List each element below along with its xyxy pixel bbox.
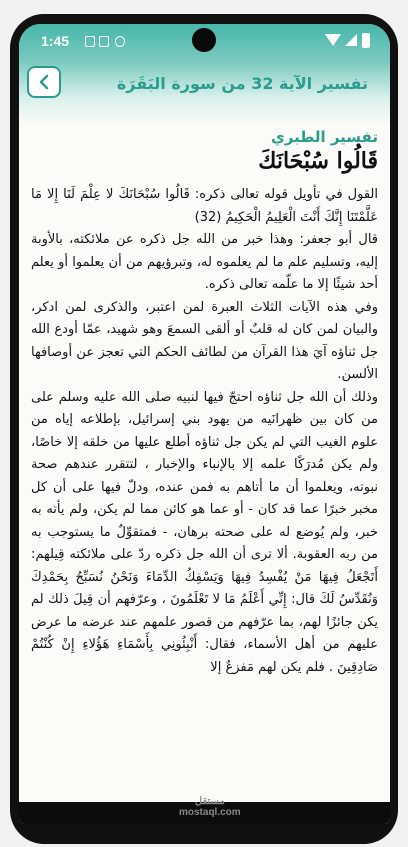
app-notification-icon xyxy=(115,36,125,47)
page-title: تفسير الآية 32 من سورة البَقَرَة xyxy=(116,74,368,93)
chevron-left-icon xyxy=(37,74,51,90)
signal-icon xyxy=(345,34,357,46)
watermark-brand: مستقل xyxy=(194,796,225,807)
tafsir-paragraph: وفي هذه الآيات الثلاث العبرة لمن اعتبر، والذكرى لمن ادكر، والبيان لمن كان له قلبٌ أو ألقى السمعَ وهو شهيد، عمّا أودع الله جل ثناؤه آيَ هذا القرآن من لطائف الحكم التي تعجز عن أوصافها الألسن. xyxy=(31,299,378,382)
status-bar xyxy=(19,24,390,60)
tafsir-content xyxy=(19,126,390,679)
battery-icon xyxy=(362,33,370,48)
status-time: 1:45 xyxy=(41,33,70,49)
app-header xyxy=(19,24,390,124)
back-button[interactable] xyxy=(27,66,61,98)
notification-icon xyxy=(85,36,95,47)
tafsir-paragraph: قال أبو جعفر: وهذا خبر من الله جل ذكره عن ملائكته، بالأوبة إليه، وتسليم علم ما لم يعلموه له، وتبرؤيهم من أن يعلموا أو يعلم أحد شيئًا إلا ما علّمه تعالى ذكره. xyxy=(31,232,378,292)
app-screen xyxy=(19,24,390,824)
watermark-domain: mostaql.com xyxy=(179,807,241,818)
tafsir-source-title: تفسير الطبري xyxy=(271,128,378,146)
front-camera xyxy=(192,28,216,52)
wifi-icon xyxy=(325,34,341,46)
watermark xyxy=(179,796,241,818)
tafsir-paragraph: وذلك أن الله جل ثناؤه احتجّ فيها لنبيه صلى الله عليه وسلم على من كان بين ظهرانَيه من يهود بني إسرائيل، بإطلاعه إياه من علوم الغيب التي لم يكن جل ثناؤه أطلع عليها من خلقه إلا خاصًا، ولم يكن مُدرَكًا علمه إلا بالإنباء والإخبار ، لتتقرر عندهم صحة نبوته، ويعلموا أن ما أتاهم به فمن عنده، ودلّ فيها على أن كل مخبر خبرًا عما قد كان - أو عما هو كائن مما لم يكن، ولم يأته به خبر، ولم يُوضع له على صحته برهان، - فمتقوِّلٌ ما يستوجب به من ربه العقوبة. ألا ترى أن الله جل ذكره ردّ على ملائكته قِيلهم: أَتَجْعَلُ فِيهَا مَنْ يُفْسِدُ فِيهَا وَيَسْفِكُ الدِّمَاءَ وَنَحْنُ نُسَبِّحُ بِحَمْدِكَ وَنُقَدِّسُ لَكَ قال: إِنِّي أَعْلَمُ مَا لا تَعْلَمُونَ ، وعرّفهم أن قِيلَ ذلك لم يكن جائزًا لهم، بما عرّفهم من قصور علمهم عند عرضه ما عرض عليهم من أهل الأسماء، فقال: أَنْبِئُونِي بِأَسْمَاءِ هَؤُلاءِ إِنْ كُنْتُمْ صَادِقِينَ . فلم يكن لهم مَفزعٌ إلا xyxy=(31,389,378,675)
tafsir-paragraph: القول في تأويل قوله تعالى ذكره: قَالُوا سُبْحَانَكَ لا عِلْمَ لَنَا إِلا مَا عَلَّمْتَنَا إِنَّكَ أَنْتَ الْعَلِيمُ الْحَكِيمُ (32) xyxy=(31,187,378,225)
verse-calligraphy: قَالُوا سُبْحَانَكَ xyxy=(258,148,378,174)
sd-card-icon xyxy=(99,36,109,47)
